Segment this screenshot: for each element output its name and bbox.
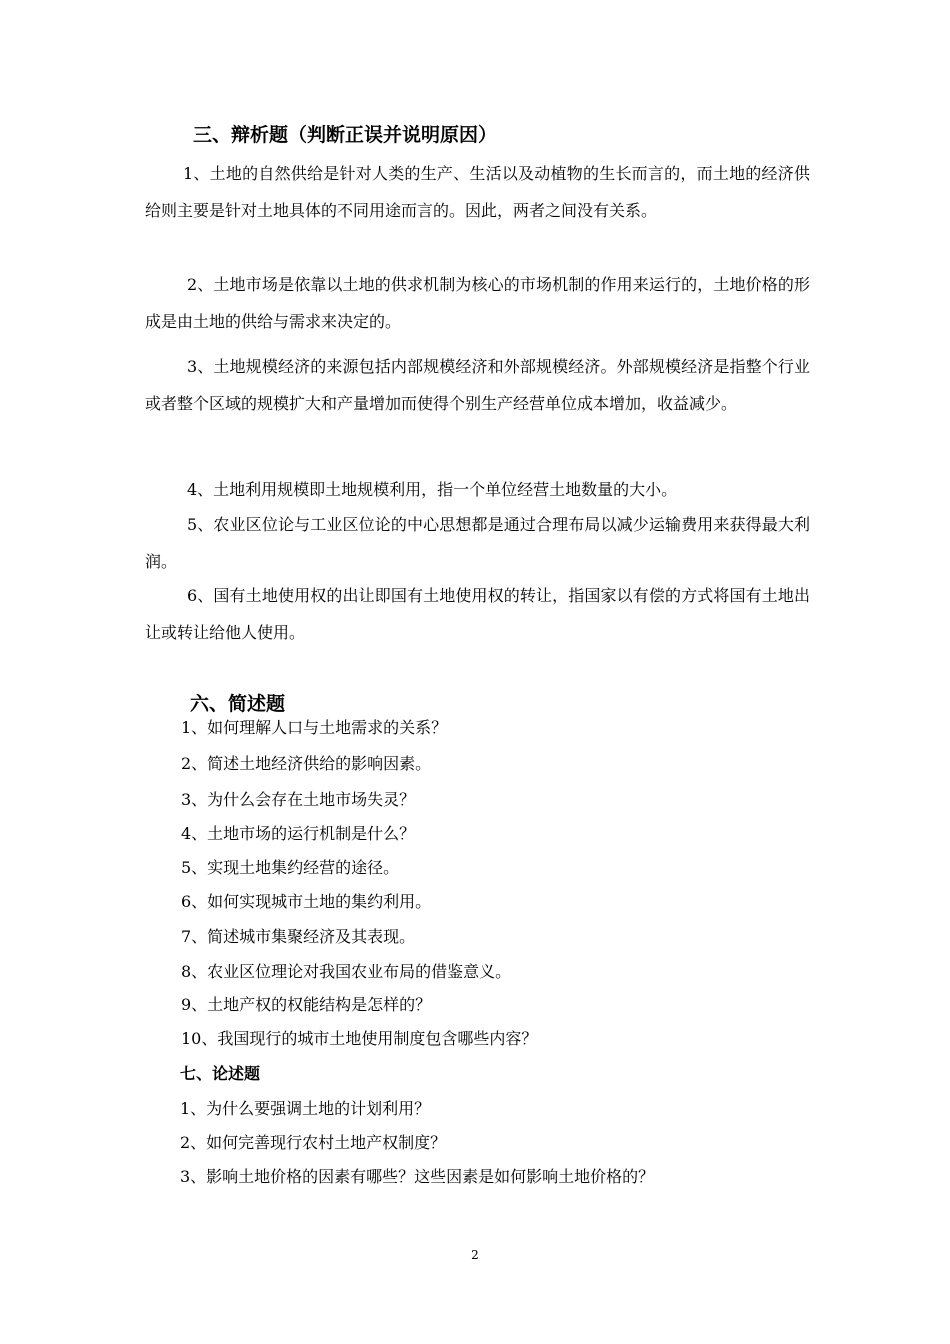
section-7-item-1: 1、为什么要强调土地的计划利用？ (180, 1099, 431, 1118)
section-6-item-3: 3、为什么会存在土地市场失灵？ (181, 790, 416, 809)
section-3-title: 三、辩析题（判断正误并说明原因） (193, 124, 498, 146)
section-7-item-3: 3、影响土地价格的因素有哪些？这些因素是如何影响土地价格的？ (180, 1167, 655, 1186)
section-6-item-1: 1、如何理解人口与土地需求的关系？ (181, 718, 448, 737)
section-6-item-5: 5、实现土地集约经营的途径。 (181, 858, 400, 877)
section-6-item-6: 6、如何实现城市土地的集约利用。 (181, 892, 432, 911)
section-3-item-3: 3、土地规模经济的来源包括内部规模经济和外部规模经济。外部规模经济是指整个行业或者整个区域的规模扩大和产量增加而使得个别生产经营单位成本增加，收益减少。 (145, 357, 810, 413)
page-number: 2 (471, 1248, 479, 1262)
section-3-item-6: 6、国有土地使用权的出让即国有土地使用权的转让，指国家以有偿的方式将国有土地出让或转让给他人使用。 (145, 586, 810, 642)
section-6-item-10: 10、我国现行的城市土地使用制度包含哪些内容？ (181, 1029, 538, 1048)
section-3-item-1: 1、土地的自然供给是针对人类的生产、生活以及动植物的生长而言的，而土地的经济供给则主要是针对土地具体的不同用途而言的。因此，两者之间没有关系。 (145, 164, 810, 220)
section-6-item-4: 4、土地市场的运行机制是什么？ (181, 824, 416, 843)
section-3-item-2: 2、土地市场是依靠以土地的供求机制为核心的市场机制的作用来运行的，土地价格的形成是由土地的供给与需求来决定的。 (145, 275, 810, 331)
section-6-item-8: 8、农业区位理论对我国农业布局的借鉴意义。 (181, 962, 512, 981)
section-6-title: 六、简述题 (190, 693, 286, 715)
section-6-item-9: 9、土地产权的权能结构是怎样的？ (181, 995, 432, 1014)
section-3-item-5: 5、农业区位论与工业区位论的中心思想都是通过合理布局以减少运输费用来获得最大利润。 (145, 515, 810, 571)
section-6-item-7: 7、简述城市集聚经济及其表现。 (181, 927, 416, 946)
section-7-item-2: 2、如何完善现行农村土地产权制度？ (180, 1133, 447, 1152)
section-7-title: 七、论述题 (180, 1064, 261, 1083)
section-6-item-2: 2、简述土地经济供给的影响因素。 (181, 754, 432, 773)
section-3-item-4: 4、土地利用规模即土地规模利用，指一个单位经营土地数量的大小。 (187, 480, 678, 499)
